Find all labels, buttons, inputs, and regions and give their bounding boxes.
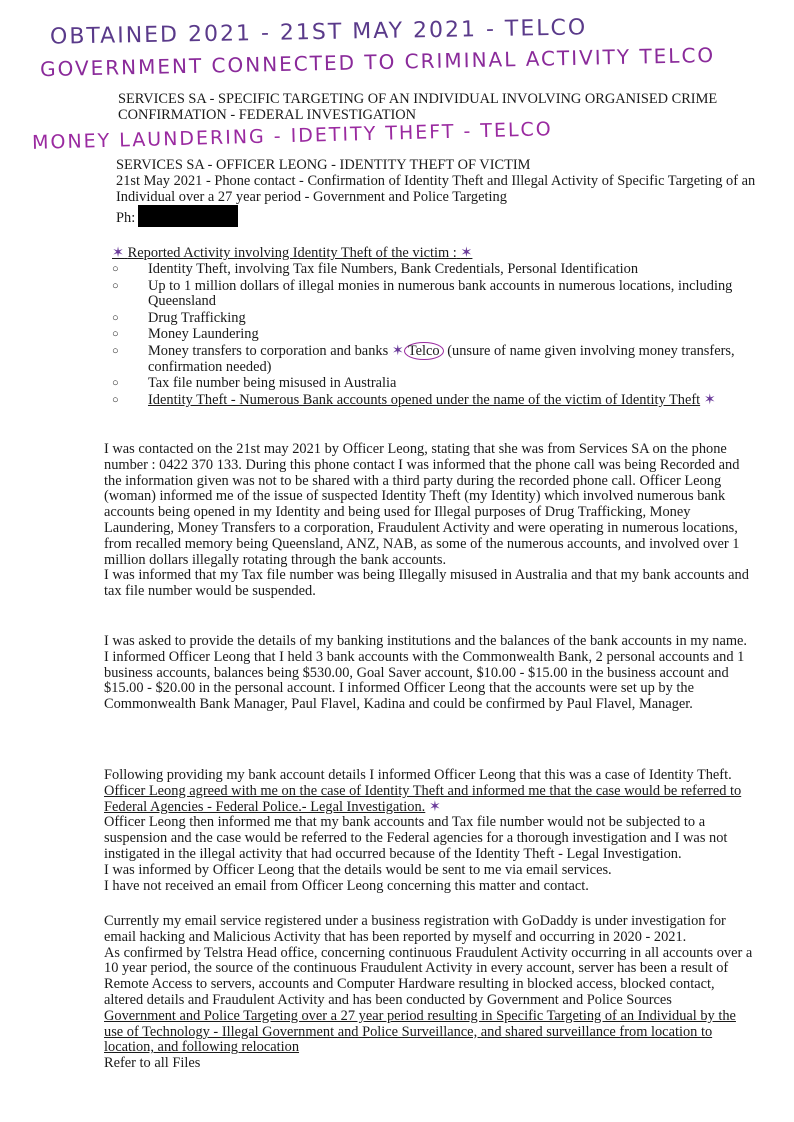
circle-bullet-icon: ○ bbox=[112, 377, 119, 390]
paragraph-followup: Following providing my bank account details I informed Officer Leong that this was a case of Identity Theft. Officer Leong agreed with me on the case of Identity Theft and informed me that the case would be referred to Federal Agencies - Federal Police.- Legal Investigation. ✶ Officer Leong then informed me that my bank accounts and Tax file number would not be subjected to a suspension and the case would be referred to the Federal agencies for a thorough investigation and I was not instigated in the illegal activity that had occurred because of the Identity Theft - Legal Investigation. I was informed by Officer Leong that the details would be sent to me via email services. I have not received an email from Officer Leong concerning this matter and contact. bbox=[104, 767, 742, 894]
list-item: ○ Money transfers to corporation and banks ✶ Telco (unsure of name given involving money transfers, confirmation needed) bbox=[112, 342, 735, 375]
phone-line bbox=[116, 205, 766, 227]
circle-bullet-icon: ○ bbox=[112, 344, 119, 357]
document-header bbox=[118, 92, 768, 124]
reported-activity-heading bbox=[112, 246, 472, 262]
star-mark-icon: ✶ bbox=[391, 342, 404, 359]
paragraph-banking: I was asked to provide the details of my banking institutions and the balances of the bank accounts in my name. I informed Officer Leong that I held 3 bank accounts with the Commonwealth Bank, 2 personal accounts and 1 business accounts, balances being $530.00, Goal Saver account, $10.00 - $15.00 in the business account and $15.00 - $20.00 in the personal account. I informed Officer Leong that the accounts were set up by the Commonwealth Bank Manager, Paul Flavel, Kadina and could be confirmed by Paul Flavel, Manager. bbox=[104, 633, 748, 713]
circle-bullet-icon: ○ bbox=[112, 393, 119, 406]
reported-activity-title: Reported Activity involving Identity Theft of the victim : bbox=[127, 245, 457, 261]
paragraph-email: Currently my email service registered under a business registration with GoDaddy is under investigation for email hacking and Malicious Activity that has been reported by myself and occurring in 2020 - 2021. As confirmed by Telstra Head office, concerning continuous Fraudulent Activity occurring in all accounts over a 10 year period, the source of the continuous Fraudulent Activity in every account, server has been a result of Remote Access to servers, accounts and Computer Hardware resulting in blocked access, blocked contact, altered details and Fraudulent Activity and has been conducted by Government and Police Sources Government and Police Targeting over a 27 year period resulting in Specific Targeting of an Individual by the use of Technology - Illegal Government and Police Surveillance, and shared surveillance from location to location, and following relocation Refer to all Files bbox=[104, 913, 753, 1072]
redaction-block bbox=[138, 205, 238, 227]
star-mark-icon: ✶ bbox=[112, 245, 125, 261]
list-item: ○ Money Laundering bbox=[112, 326, 259, 343]
document-subheader bbox=[116, 158, 766, 227]
star-mark-icon: ✶ bbox=[460, 245, 473, 261]
circle-bullet-icon: ○ bbox=[112, 328, 119, 341]
handwritten-note-3: MONEY LAUNDERING - IDETITY THEFT - TELCO bbox=[31, 118, 554, 154]
list-item: ○ Tax file number being misused in Australia bbox=[112, 375, 397, 392]
star-mark-icon: ✶ bbox=[703, 391, 716, 408]
subheader-line-2: 21st May 2021 - Phone contact - Confirmation of Identity Theft and Illegal Activity of Specific Targeting of an Individual over a 27 year period - Government and Police Targeting bbox=[116, 172, 756, 205]
paragraph-contact: I was contacted on the 21st may 2021 by Officer Leong, stating that she was from Services SA on the phone number : 0422 370 133. During this phone contact I was informed that the phone call was being Recorded and the information given was not to be shared with a third party during the recorded phone call. Officer Leong (woman) informed me of the issue of suspected Identity Theft (my Identity) which involved numerous bank accounts being opened in my Identity and being used for Illegal purposes of Drug Trafficking, Money Laundering, Money Transfers to a corporation, Fraudulent Activity and were operating in numerous locations, from recalled memory being Queensland, ANZ, NAB, as some of the numerous accounts, and involved over 1 million dollars illegally rotating through the bank accounts. I was informed that my Tax file number was being Illegally misused in Australia and that my bank accounts and tax file number would be suspended. bbox=[104, 441, 749, 600]
circle-bullet-icon: ○ bbox=[112, 311, 119, 324]
list-item: ○ Identity Theft - Numerous Bank accounts opened under the name of the victim of Identity Theft ✶ bbox=[112, 391, 716, 408]
list-item: ○ Drug Trafficking bbox=[112, 309, 246, 326]
circled-word: Telco bbox=[404, 342, 444, 360]
circle-bullet-icon: ○ bbox=[112, 279, 119, 292]
handwritten-note-2: GOVERNMENT CONNECTED TO CRIMINAL ACTIVITY TELCO bbox=[39, 42, 716, 82]
handwritten-note-1: OBTAINED 2021 - 21ST MAY 2021 - TELCO bbox=[49, 15, 588, 50]
header-line-2: CONFIRMATION - FEDERAL INVESTIGATION bbox=[118, 106, 417, 123]
phone-label: Ph: bbox=[116, 210, 136, 227]
reported-activity-list bbox=[112, 262, 772, 409]
subheader-line-1: SERVICES SA - OFFICER LEONG - IDENTITY THEFT OF VICTIM bbox=[116, 157, 531, 173]
list-item: ○ Up to 1 million dollars of illegal monies in numerous bank accounts in numerous locations, including Queensland bbox=[112, 277, 733, 310]
header-line-1: SERVICES SA - SPECIFIC TARGETING OF AN INDIVIDUAL INVOLVING ORGANISED CRIME bbox=[118, 91, 718, 107]
star-mark-icon: ✶ bbox=[428, 798, 441, 815]
list-item: ○ Identity Theft, involving Tax file Numbers, Bank Credentials, Personal Identification bbox=[112, 261, 639, 277]
circle-bullet-icon: ○ bbox=[112, 263, 119, 275]
